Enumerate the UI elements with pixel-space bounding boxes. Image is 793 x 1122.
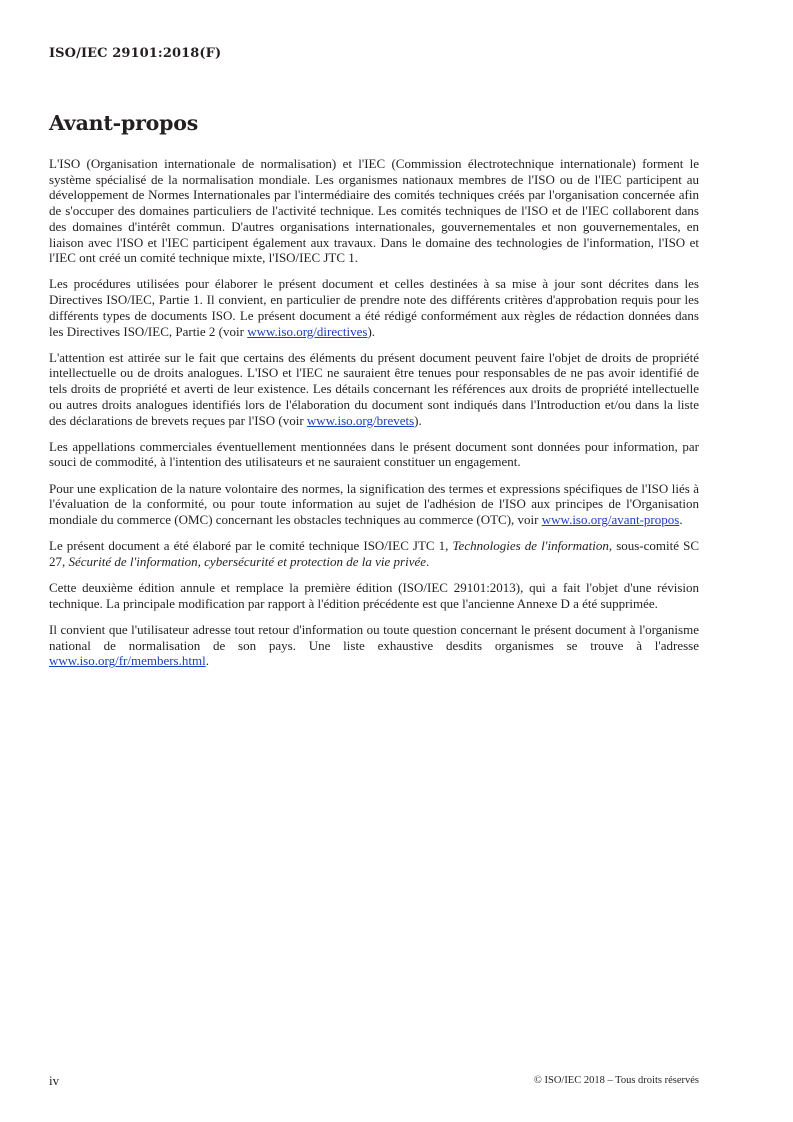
text-segment: L'attention est attirée sur le fait que certains des éléments du présent document peuvent faire l'objet de droits de propriété intellectuelle ou de droits analogues. L'ISO et l'IEC ne sauraient être tenues pour responsables de ne pas avoir identifié de tels droits de propriété et averti de leur existence. Les détails concernant les références aux droits de propriété intellectuelle ou autres droits analogues identifiés lors de l'élaboration du document sont indiqués dans l'Introduction et/ou dans la liste des déclarations de brevets reçues par l'ISO (voir	[49, 349, 699, 428]
text-segment: Il convient que l'utilisateur adresse tout retour d'information ou toute question concernant le présent document à l'organisme national de normalisation de son pays. Une liste exhaustive desdits organismes se trouve à l'adresse	[49, 622, 699, 653]
text-segment: Cette deuxième édition annule et remplace la première édition (ISO/IEC 29101:2013), qui a fait l'objet d'une révision technique. La principale modification par rapport à l'édition précédente est que l'ancienne Annexe D a été supprimée.	[49, 580, 699, 611]
text-segment: .	[679, 512, 683, 528]
text-segment: Les procédures utilisées pour élaborer le présent document et celles destinées à sa mise à jour sont décrites dans les Directives ISO/IEC, Partie 1. Il convient, en particulier de prendre note des différents critères d'approbation requis pour les différents types de documents ISO. Le présent document a été rédigé conformément aux règles de rédaction données dans les Directives ISO/IEC, Partie 2 (voir	[49, 276, 699, 339]
paragraph-5	[49, 481, 699, 528]
paragraph-2	[49, 276, 699, 339]
section-title: Avant-propos	[49, 111, 199, 135]
link-www-iso-org-fr-members-html[interactable]: www.iso.org/fr/members.html	[49, 653, 206, 669]
paragraph-4	[49, 439, 699, 470]
paragraph-6	[49, 538, 699, 569]
text-segment: ).	[367, 323, 376, 339]
copyright-notice: © ISO/IEC 2018 – Tous droits réservés	[533, 1075, 699, 1086]
paragraph-8	[49, 622, 699, 669]
link-www-iso-org-directives[interactable]: www.iso.org/directives	[247, 323, 368, 339]
paragraph-7	[49, 580, 699, 611]
link-www-iso-org-avant-propos[interactable]: www.iso.org/avant-propos	[541, 512, 680, 528]
document-id: ISO/IEC 29101:2018(F)	[49, 46, 222, 61]
text-segment: .	[205, 653, 209, 669]
text-segment: ).	[414, 412, 422, 428]
italic-text: Technologies de l'information	[452, 538, 609, 554]
text-segment: Le présent document a été élaboré par le comité technique ISO/IEC JTC 1,	[49, 538, 453, 554]
text-segment: .	[426, 553, 430, 569]
text-segment: Pour une explication de la nature volontaire des normes, la signification des termes et expressions spécifiques de l'ISO liés à l'évaluation de la conformité, ou pour toute information au sujet de l'adhésion de l'ISO aux principes de l'Organisation mondiale du commerce (OMC) concernant les obstacles techniques au commerce (OTC), voir	[49, 480, 699, 528]
page-number: iv	[49, 1073, 60, 1088]
paragraph-3	[49, 350, 699, 429]
text-segment: L'ISO (Organisation internationale de normalisation) et l'IEC (Commission électrotechnique internationale) forment le système spécialisé de la normalisation mondiale. Les organismes nationaux membres de l'ISO ou de l'IEC participent au développement de Normes Internationales par l'intermédiaire des comités techniques créés par l'organisation concernée afin de s'occuper des domaines particuliers de l'activité technique. Les comités techniques de l'ISO et de l'IEC collaborent dans des domaines d'intérêt commun. D'autres organisations internationales, gouvernementales et non gouvernementales, en liaison avec l'ISO et l'IEC participent également aux travaux. Dans le domaine des technologies de l'information, l'ISO et l'IEC ont créé un comité technique mixte, l'ISO/IEC JTC 1.	[49, 156, 699, 266]
text-segment: Les appellations commerciales éventuellement mentionnées dans le présent document sont données pour information, par souci de commodité, à l'intention des utilisateurs et ne sauraient constituer un engagement.	[49, 438, 699, 470]
paragraph-1	[49, 156, 699, 266]
italic-text: Sécurité de l'information, cybersécurité et protection de la vie privée	[68, 553, 427, 569]
foreword-body	[49, 156, 699, 680]
text-segment: , sous-comité SC 27,	[49, 538, 699, 569]
link-www-iso-org-brevets[interactable]: www.iso.org/brevets	[306, 412, 415, 428]
